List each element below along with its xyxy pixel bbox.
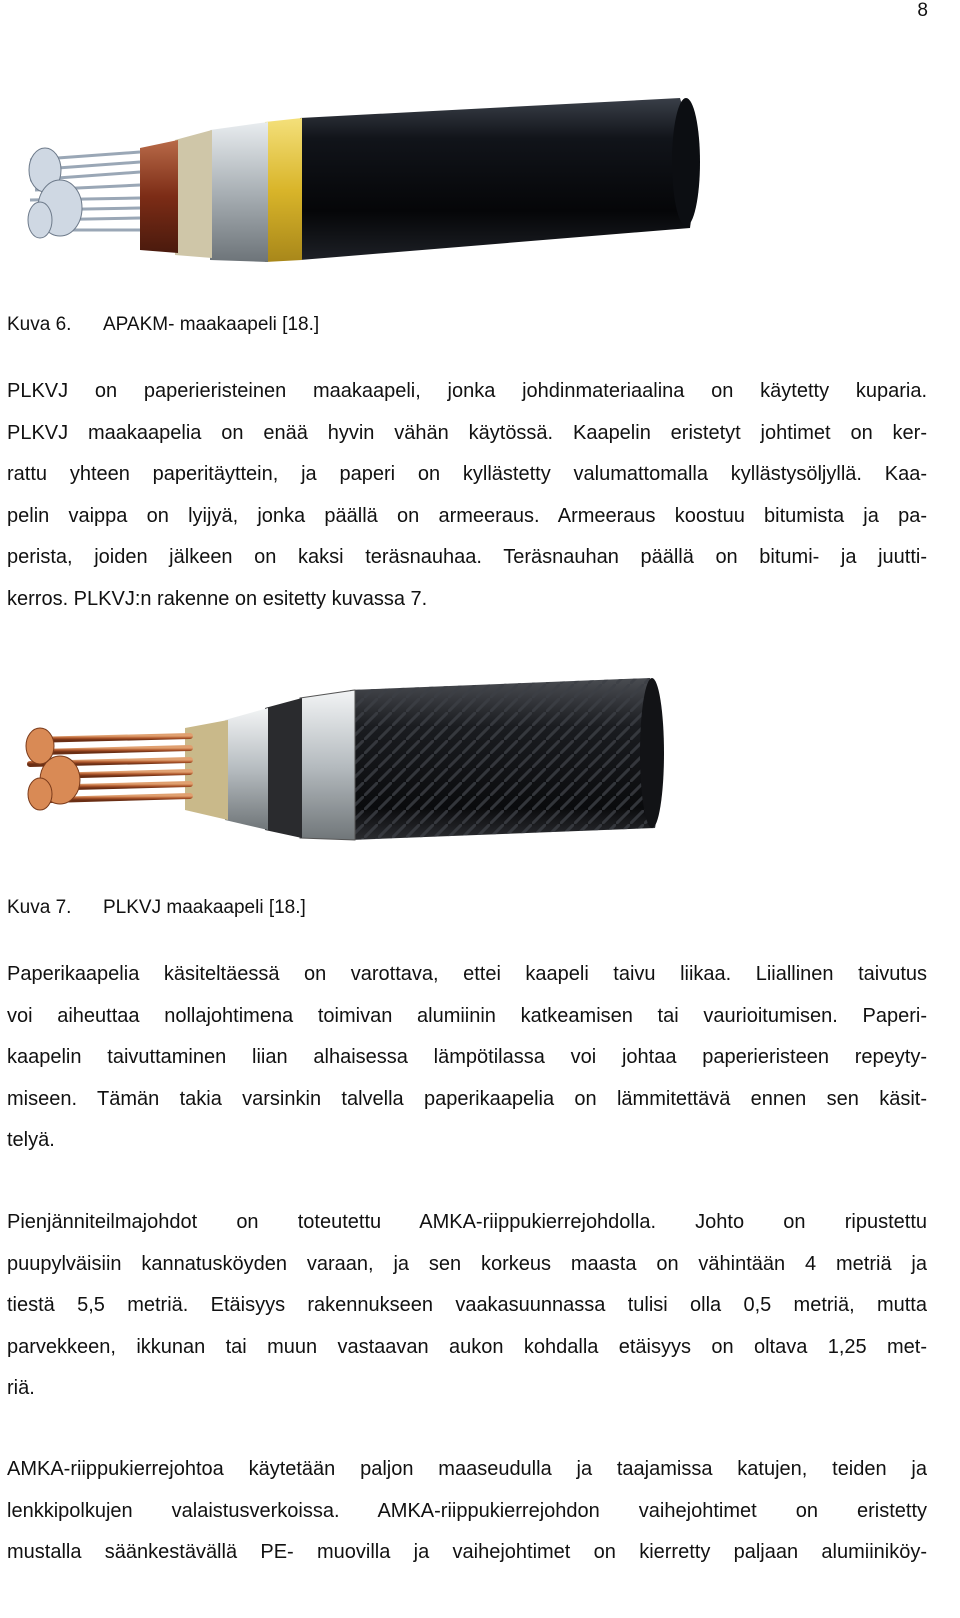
figure-apakm-cable xyxy=(0,90,960,310)
paragraph-line: telyä. xyxy=(7,1129,55,1151)
paragraph-line: kaapelin taivuttaminen liian alhaisessa lämpötilassa voi johtaa paperieristeen repeyty- xyxy=(7,1046,927,1068)
paragraph-line: PLKVJ maakaapelia on enää hyvin vähän käytössä. Kaapelin eristetyt johtimet on ker- xyxy=(7,421,927,444)
page-number: 8 xyxy=(917,0,928,21)
paragraph-ilmajohdot xyxy=(7,1202,927,1410)
paragraph-line: tiestä 5,5 metriä. Etäisyys rakennukseen vaakasuunnassa tulisi olla 0,5 metriä, mutta xyxy=(7,1294,927,1316)
paragraph-line: AMKA-riippukierrejohtoa käytetään paljon maaseudulla ja taajamissa katujen, teiden ja xyxy=(7,1458,927,1480)
paragraph-line: perista, joiden jälkeen on kaksi teräsnauhaa. Teräsnauhan päällä on bitumi- ja juutti- xyxy=(7,546,927,568)
figure-caption-6 xyxy=(7,314,319,336)
paragraph-line: lenkkipolkujen valaistusverkoissa. AMKA-riippukierrejohdon vaihejohtimet on eristetty xyxy=(7,1499,927,1522)
paragraph-line: Paperikaapelia käsiteltäessä on varottava, ettei kaapeli taivu liikaa. Liiallinen taivutus xyxy=(7,963,927,985)
paragraph-line: voi aiheuttaa nollajohtimena toimivan alumiinin katkeamisen tai vaurioitumisen. Paperi- xyxy=(7,1004,927,1027)
paragraph-line: parvekkeen, ikkunan tai muun vastaavan aukon kohdalla etäisyys on oltava 1,25 met- xyxy=(7,1335,927,1358)
paragraph-amka xyxy=(7,1449,927,1574)
caption-text: APAKM- maakaapeli [18.] xyxy=(103,314,320,335)
caption-text: PLKVJ maakaapeli [18.] xyxy=(103,897,306,918)
figure-plkvj-cable xyxy=(0,670,960,860)
paragraph-line: miseen. Tämän takia varsinkin talvella paperikaapelia on lämmitettävä ennen sen käsit- xyxy=(7,1087,927,1110)
apakm-cable-image xyxy=(0,90,960,310)
paragraph-line: Pienjänniteilmajohdot on toteutettu AMKA-riippukierrejohdolla. Johto on ripustettu xyxy=(7,1211,927,1233)
plkvj-cable-image xyxy=(0,670,960,860)
paragraph-line: rattu yhteen paperitäyttein, ja paperi on kyllästetty valumattomalla kyllästysöljyllä. Kaa- xyxy=(7,463,927,485)
paragraph-line: kerros. PLKVJ:n rakenne on esitetty kuvassa 7. xyxy=(7,587,428,610)
paragraph-line: riä. xyxy=(7,1377,35,1399)
paragraph-line: pelin vaippa on lyijyä, jonka päällä on armeeraus. Armeeraus koostuu bitumista ja pa- xyxy=(7,504,927,527)
paragraph-line: mustalla säänkestävällä PE- muovilla ja vaihejohtimet on kierretty paljaan alumiiniköy- xyxy=(7,1541,927,1563)
paragraph-line: PLKVJ on paperieristeinen maakaapeli, jonka johdinmateriaalina on käytetty kuparia. xyxy=(7,380,927,402)
caption-number: Kuva 7. xyxy=(7,897,72,918)
paragraph-plkvj xyxy=(7,371,927,620)
paragraph-line: puupylväisiin kannatusköyden varaan, ja sen korkeus maasta on vähintään 4 metriä ja xyxy=(7,1252,927,1275)
caption-number: Kuva 6. xyxy=(7,314,72,335)
paragraph-paperikaapeli xyxy=(7,954,927,1162)
figure-caption-7 xyxy=(7,897,306,919)
